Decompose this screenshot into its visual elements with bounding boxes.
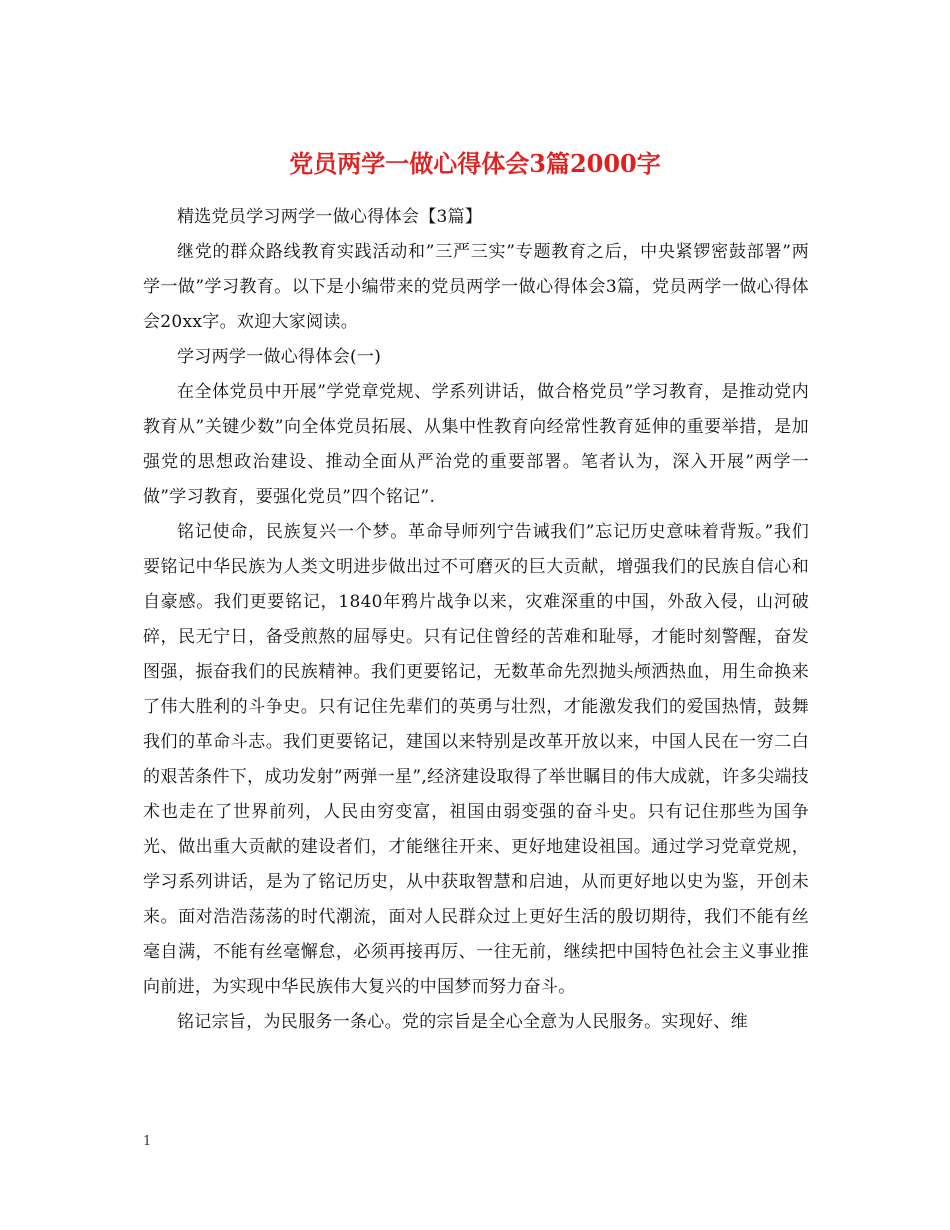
paragraph-body: 在全体党员中开展”学党章党规、学系列讲话，做合格党员”学习教育，是推动党内教育从”关键少数”向全体党员拓展、从集中性教育向经常性教育延伸的重要举措，是加强党的思想政治建设、推动全面从严治党的重要部署。笔者认为，深入开展”两学一做”学习教育，要强化党员”四个铭记”. [143, 382, 809, 507]
paragraph-body: 铭记宗旨，为民服务一条心。党的宗旨是全心全意为人民服务。实现好、维 [177, 1012, 748, 1032]
paragraph-subtitle: 精选党员学习两学一做心得体会【3篇】 [177, 207, 483, 227]
document-body [143, 200, 809, 1040]
page-number: 1 [143, 1134, 152, 1149]
paragraph-section-heading: 学习两学一做心得体会(一) [177, 347, 382, 367]
paragraph-intro: 继党的群众路线教育实践活动和”三严三实”专题教育之后，中央紧锣密鼓部署”两学一做”学习教育。以下是小编带来的党员两学一做心得体会3篇，党员两学一做心得体会20xx字。欢迎大家阅读。 [143, 242, 809, 332]
document-title: 党员两学一做心得体会3篇2000字 [289, 149, 661, 179]
paragraph-body: 铭记使命，民族复兴一个梦。革命导师列宁告诫我们”忘记历史意味着背叛。”我们要铭记中华民族为人类文明进步做出过不可磨灭的巨大贡献，增强我们的民族自信心和自豪感。我们更要铭记，1840年鸦片战争以来，灾难深重的中国，外敌入侵，山河破碎，民无宁日，备受煎熬的屈辱史。只有记住曾经的苦难和耻辱，才能时刻警醒，奋发图强，振奋我们的民族精神。我们更要铭记，无数革命先烈抛头颅洒热血，用生命换来了伟大胜利的斗争史。只有记住先辈们的英勇与壮烈，才能激发我们的爱国热情，鼓舞我们的革命斗志。我们更要铭记，建国以来特别是改革开放以来，中国人民在一穷二白的艰苦条件下，成功发射”两弹一星”,经济建设取得了举世瞩目的伟大成就，许多尖端技术也走在了世界前列，人民由穷变富，祖国由弱变强的奋斗史。只有记住那些为国争光、做出重大贡献的建设者们，才能继往开来、更好地建设祖国。通过学习党章党规，学习系列讲话，是为了铭记历史，从中获取智慧和启迪，从而更好地以史为鉴，开创未来。面对浩浩荡荡的时代潮流，面对人民群众过上更好生活的殷切期待，我们不能有丝毫自满，不能有丝毫懈怠，必须再接再厉、一往无前，继续把中国特色社会主义事业推向前进，为实现中华民族伟大复兴的中国梦而努力奋斗。 [143, 522, 809, 997]
